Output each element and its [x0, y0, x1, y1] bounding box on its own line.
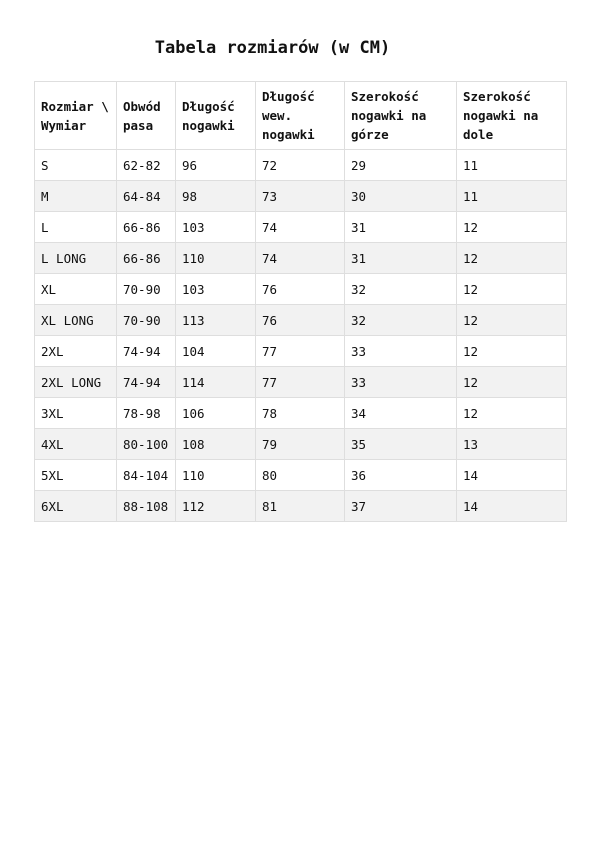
cell-waist: 78-98: [117, 398, 176, 429]
cell-leg-width-top: 34: [345, 398, 457, 429]
cell-leg-length: 96: [176, 150, 256, 181]
cell-leg-length: 112: [176, 491, 256, 522]
table-row: [35, 150, 567, 181]
size-table: [34, 81, 567, 522]
table-row: [35, 429, 567, 460]
cell-leg-width-top: 32: [345, 274, 457, 305]
header-leg-length: Długość nogawki: [176, 82, 256, 150]
cell-leg-width-bottom: 12: [457, 274, 567, 305]
cell-size: XL: [35, 274, 117, 305]
cell-leg-width-top: 32: [345, 305, 457, 336]
cell-size: XL LONG: [35, 305, 117, 336]
cell-leg-width-top: 31: [345, 212, 457, 243]
cell-size: 5XL: [35, 460, 117, 491]
cell-size: L: [35, 212, 117, 243]
table-row: [35, 274, 567, 305]
table-row: [35, 491, 567, 522]
cell-size: 6XL: [35, 491, 117, 522]
header-size: Rozmiar \ Wymiar: [35, 82, 117, 150]
cell-inner-leg-length: 77: [256, 336, 345, 367]
cell-leg-width-top: 36: [345, 460, 457, 491]
table-row: [35, 305, 567, 336]
cell-inner-leg-length: 76: [256, 274, 345, 305]
cell-leg-width-top: 31: [345, 243, 457, 274]
table-row: [35, 243, 567, 274]
cell-inner-leg-length: 79: [256, 429, 345, 460]
table-row: [35, 336, 567, 367]
cell-inner-leg-length: 72: [256, 150, 345, 181]
cell-size: 2XL LONG: [35, 367, 117, 398]
cell-inner-leg-length: 76: [256, 305, 345, 336]
cell-inner-leg-length: 78: [256, 398, 345, 429]
cell-waist: 88-108: [117, 491, 176, 522]
cell-waist: 84-104: [117, 460, 176, 491]
cell-leg-length: 104: [176, 336, 256, 367]
cell-leg-width-bottom: 14: [457, 491, 567, 522]
page-title: Tabela rozmiarów (w CM): [154, 38, 391, 58]
cell-size: M: [35, 181, 117, 212]
cell-inner-leg-length: 74: [256, 243, 345, 274]
cell-waist: 70-90: [117, 274, 176, 305]
cell-leg-width-bottom: 12: [457, 336, 567, 367]
cell-waist: 74-94: [117, 367, 176, 398]
cell-size: 3XL: [35, 398, 117, 429]
cell-waist: 62-82: [117, 150, 176, 181]
cell-leg-length: 98: [176, 181, 256, 212]
table-row: [35, 367, 567, 398]
cell-leg-length: 106: [176, 398, 256, 429]
cell-leg-width-top: 33: [345, 336, 457, 367]
cell-leg-width-bottom: 14: [457, 460, 567, 491]
cell-inner-leg-length: 77: [256, 367, 345, 398]
cell-inner-leg-length: 81: [256, 491, 345, 522]
cell-waist: 66-86: [117, 212, 176, 243]
table-row: [35, 181, 567, 212]
cell-leg-width-bottom: 12: [457, 398, 567, 429]
cell-waist: 66-86: [117, 243, 176, 274]
cell-leg-width-bottom: 12: [457, 243, 567, 274]
cell-leg-width-bottom: 11: [457, 150, 567, 181]
cell-leg-width-bottom: 13: [457, 429, 567, 460]
header-inner-leg-length: Długość wew. nogawki: [256, 82, 345, 150]
cell-leg-width-top: 33: [345, 367, 457, 398]
table-row: [35, 398, 567, 429]
cell-inner-leg-length: 74: [256, 212, 345, 243]
cell-leg-width-top: 35: [345, 429, 457, 460]
cell-leg-length: 110: [176, 243, 256, 274]
table-header-row: [35, 82, 567, 150]
cell-size: 4XL: [35, 429, 117, 460]
cell-inner-leg-length: 73: [256, 181, 345, 212]
cell-leg-width-top: 37: [345, 491, 457, 522]
header-leg-width-top: Szerokość nogawki na górze: [345, 82, 457, 150]
header-leg-width-bottom: Szerokość nogawki na dole: [457, 82, 567, 150]
cell-inner-leg-length: 80: [256, 460, 345, 491]
cell-leg-length: 113: [176, 305, 256, 336]
cell-waist: 70-90: [117, 305, 176, 336]
cell-size: S: [35, 150, 117, 181]
cell-size: 2XL: [35, 336, 117, 367]
cell-waist: 80-100: [117, 429, 176, 460]
cell-leg-length: 103: [176, 274, 256, 305]
table-row: [35, 212, 567, 243]
cell-leg-length: 108: [176, 429, 256, 460]
cell-leg-length: 110: [176, 460, 256, 491]
cell-waist: 74-94: [117, 336, 176, 367]
header-waist: Obwód pasa: [117, 82, 176, 150]
cell-leg-width-top: 29: [345, 150, 457, 181]
cell-size: L LONG: [35, 243, 117, 274]
cell-leg-width-top: 30: [345, 181, 457, 212]
cell-leg-width-bottom: 12: [457, 367, 567, 398]
table-row: [35, 460, 567, 491]
cell-leg-length: 103: [176, 212, 256, 243]
cell-waist: 64-84: [117, 181, 176, 212]
cell-leg-width-bottom: 11: [457, 181, 567, 212]
cell-leg-width-bottom: 12: [457, 212, 567, 243]
cell-leg-width-bottom: 12: [457, 305, 567, 336]
cell-leg-length: 114: [176, 367, 256, 398]
